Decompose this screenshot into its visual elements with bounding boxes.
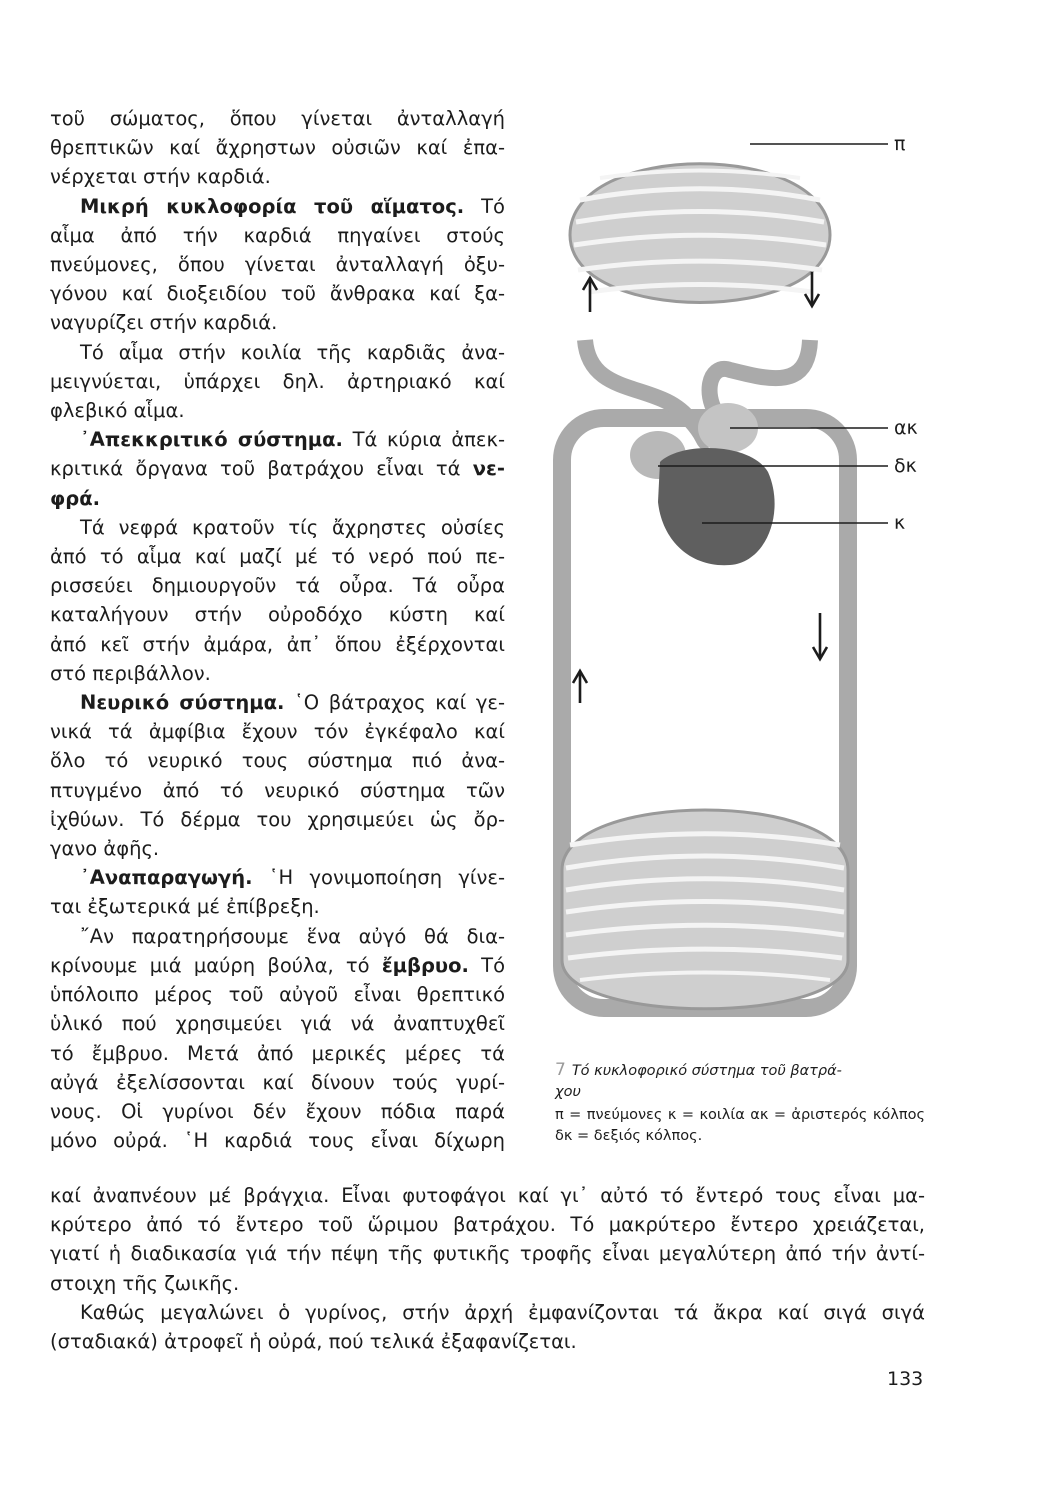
text-line: γόνου καί διοξειδίου τοῦ ἄνθρακα καί ξα-	[50, 282, 505, 306]
text-line: θρεπτικῶν καί ἄχρηστων οὐσιῶν καί ἐπα-	[50, 136, 505, 160]
arrow-down-icon	[813, 613, 827, 659]
arrow-up-icon	[573, 671, 587, 703]
text-line: πνεύμονες, ὅπου γίνεται ἀνταλλαγή ὀξυ-	[50, 253, 505, 277]
text-line: (σταδιακά) ἀτροφεῖ ἡ οὐρά, πού τελικά ἐξαφανίζεται.	[50, 1330, 577, 1354]
text-line: κρύτερο ἀπό τό ἔντερο τοῦ ὥριμου βατράχου. Τό μακρύτερο ἔντερο χρειάζεται,	[50, 1213, 925, 1237]
caption-title-end: χου	[555, 1084, 581, 1100]
text-line: Τά νεφρά κρατοῦν τίς ἄχρηστες οὐσίες	[80, 515, 505, 539]
text-line: ἀπό τό αἷμα καί μαζί μέ τό νερό πού πε-	[50, 545, 505, 569]
text-line: ὅλο τό νευρικό τους σύστημα πιό ἀνα-	[50, 749, 505, 773]
text-line: καταλήγουν στήν οὐροδόχο κύστη καί	[50, 603, 505, 627]
nervous-heading-line: Νευρικό σύστημα. ῾Ο βάτραχος καί γε-	[80, 691, 505, 715]
label-left-atrium: ακ	[894, 417, 918, 439]
page-number: 133	[887, 1368, 924, 1390]
text-line: ρισσεύει δημιουργοῦν τά οὖρα. Τά οὖρα	[50, 574, 505, 598]
figure-number: 7	[555, 1060, 566, 1080]
text-line: νέρχεται στήν καρδιά.	[50, 165, 271, 189]
text-line: κριτικά ὄργανα τοῦ βατράχου εἶναι τά νε-	[50, 457, 505, 481]
body-capillary-bundle	[562, 810, 848, 1009]
pulmonary-heading: Μικρή κυκλοφορία τοῦ αἵματος.	[80, 194, 465, 218]
label-ventricle: κ	[894, 512, 906, 534]
text-line: γιατί ἡ διαδικασία γιά τήν πέψη τῆς φυτικῆς τροφῆς εἶναι μεγαλύτερη ἀπό τήν ἀντί-	[50, 1242, 925, 1266]
figure-caption	[555, 1060, 925, 1147]
text-line: καί ἀναπνέουν μέ βράγχια. Εἶναι φυτοφάγοι καί γι᾿ αὐτό τό ἔντερό τους εἶναι μα-	[50, 1184, 925, 1207]
reproduction-heading-line: ᾿Αναπαραγωγή. ῾Η γονιμοποίηση γίνε-	[80, 866, 505, 890]
text-line: νους. Οἱ γυρίνοι δέν ἔχουν πόδια παρά	[50, 1099, 505, 1123]
reproduction-heading: ᾿Αναπαραγωγή.	[80, 866, 253, 890]
text-line: ἀπό κεῖ στήν ἀμάρα, ἀπ᾿ ὅπου ἐξέρχονται	[50, 632, 505, 656]
excretory-heading-line: ᾿Απεκκριτικό σύστημα. Τά κύρια ἀπεκ-	[80, 428, 505, 452]
text-line: κρίνουμε μιά μαύρη βούλα, τό ἔμβρυο. Τό	[50, 953, 505, 977]
text-line: ναγυρίζει στήν καρδιά.	[50, 311, 278, 335]
text-line: γανο ἀφῆς.	[50, 837, 160, 861]
left-column	[50, 104, 505, 1155]
text-line: μόνο οὐρά. ῾Η καρδιά τους εἶναι δίχωρη	[50, 1129, 505, 1153]
text-line: ὑλικό πού χρησιμεύει γιά νά ἀναπτυχθεῖ	[50, 1012, 505, 1036]
text-line: στοιχη τῆς ζωικῆς.	[50, 1271, 240, 1295]
caption-legend: π = πνεύμονες κ = κοιλία ακ = ἀριστερός κόλπος δκ = δεξιός κόλπος.	[555, 1107, 925, 1144]
text-line: φρά.	[50, 486, 101, 510]
text-line: τό ἔμβρυο. Μετά ἀπό μερικές μέρες τά	[50, 1041, 505, 1065]
caption-title-line: 7 Τό κυκλοφορικό σύστημα τοῦ βατρά-	[555, 1060, 842, 1080]
text-line: νικά τά ἀμφίβια ἔχουν τόν ἐγκέφαλο καί	[50, 720, 505, 744]
text-line: Καθώς μεγαλώνει ὁ γυρίνος, στήν ἀρχή ἐμφανίζονται τά ἄκρα καί σιγά σιγά	[80, 1300, 925, 1324]
circulatory-system-diagram	[540, 100, 940, 1020]
text-line: τοῦ σώματος, ὅπου γίνεται ἀνταλλαγή	[50, 107, 505, 130]
pulmonary-circulation-heading-line: Μικρή κυκλοφορία τοῦ αἵματος. Τό	[80, 194, 505, 218]
text-line: στό περιβάλλον.	[50, 661, 211, 685]
text-line: ται ἐξωτερικά μέ ἐπίβρεξη.	[50, 895, 320, 919]
text-line: πτυγμένο ἀπό τό νευρικό σύστημα τῶν	[50, 778, 505, 802]
nervous-heading: Νευρικό σύστημα.	[80, 691, 285, 715]
full-width-text	[50, 1181, 925, 1356]
excretory-heading: ᾿Απεκκριτικό σύστημα.	[80, 428, 343, 452]
lungs-bundle	[570, 164, 830, 303]
text-line: μειγνύεται, ὑπάρχει δηλ. ἀρτηριακό καί	[50, 369, 505, 393]
text-line: φλεβικό αἷμα.	[50, 399, 185, 423]
text-line: αἷμα ἀπό τήν καρδιά πηγαίνει στούς	[50, 223, 505, 247]
text-line: ὑπόλοιπο μέρος τοῦ αὐγοῦ εἶναι θρεπτικό	[50, 983, 505, 1007]
label-right-atrium: δκ	[894, 455, 917, 477]
text-line: ῎Αν παρατηρήσουμε ἕνα αὐγό θά δια-	[80, 924, 505, 948]
arrow-up-icon	[583, 278, 597, 312]
text-line: αὐγά ἐξελίσσονται καί δίνουν τούς γυρί-	[50, 1070, 505, 1094]
text-line: Τό αἷμα στήν κοιλία τῆς καρδιᾶς ἀνα-	[80, 340, 505, 364]
label-lungs: π	[894, 133, 906, 155]
text-line: ἰχθύων. Τό δέρμα του χρησιμεύει ὡς ὄρ-	[50, 807, 505, 831]
